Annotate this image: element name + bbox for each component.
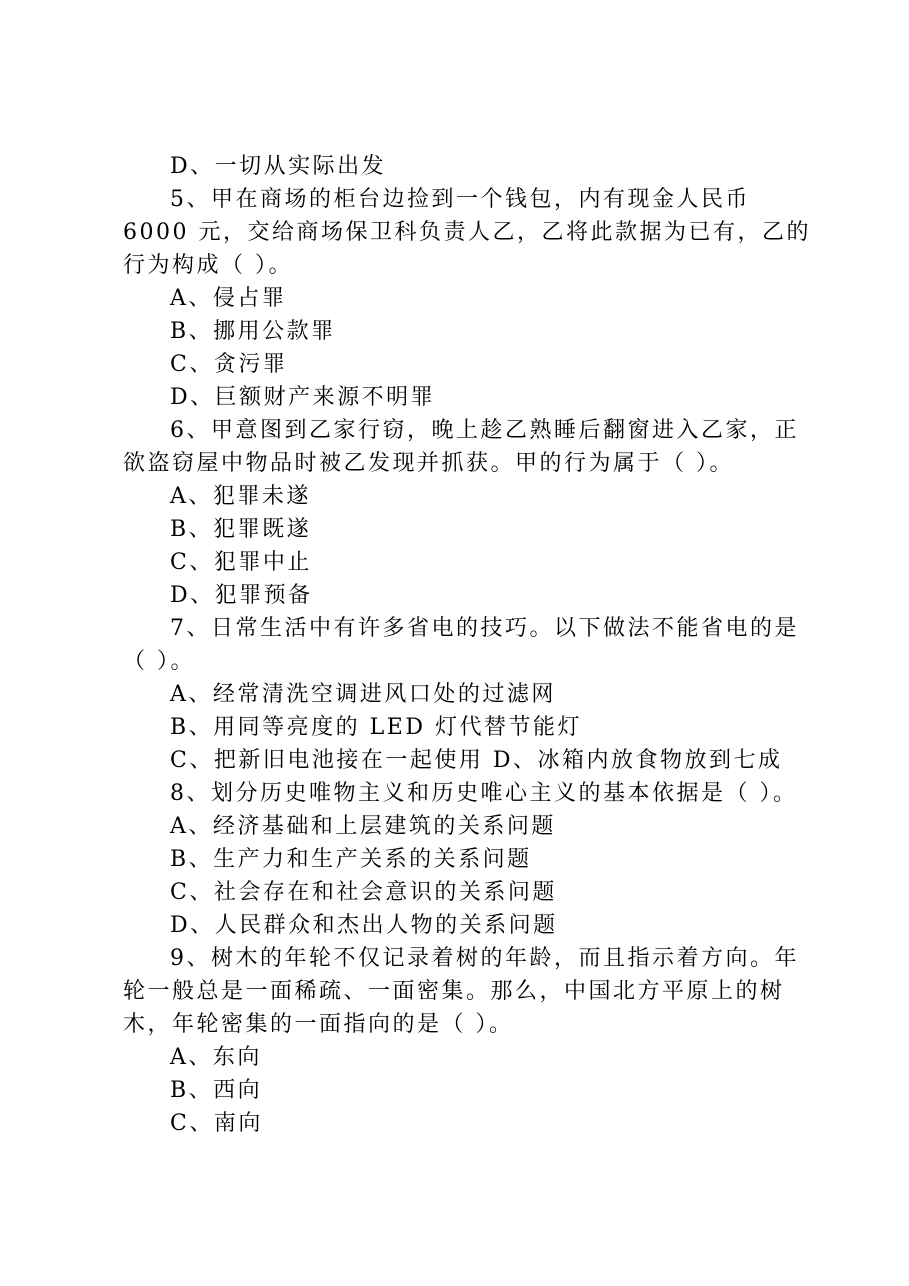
option-line: B、西向 (170, 1078, 263, 1103)
option-line: B、生产力和生产关系的关系问题 (170, 847, 532, 872)
option-line: B、犯罪既遂 (170, 517, 312, 542)
option-line: B、用同等亮度的 LED 灯代替节能灯 (170, 715, 582, 740)
question-8-line: 8、划分历史唯物主义和历史唯心主义的基本依据是（ ）。 (170, 781, 798, 806)
option-line: C、南向 (170, 1111, 263, 1136)
question-6-line: 欲盗窃屋中物品时被乙发现并抓获。甲的行为属于（ ）。 (123, 451, 734, 476)
document-body (123, 150, 811, 1140)
option-line: C、贪污罪 (170, 352, 288, 377)
question-5-line: 行为构成（ ）。 (123, 253, 293, 278)
option-line: A、犯罪未遂 (170, 484, 311, 509)
option-line: D、巨额财产来源不明罪 (170, 385, 436, 410)
option-line: C、把新旧电池接在一起使用 D、冰箱内放食物放到七成 (170, 748, 783, 773)
question-5-line: 6000 元，交给商场保卫科负责人乙，乙将此款据为已有，乙的 (123, 220, 811, 245)
option-line: C、犯罪中止 (170, 550, 312, 575)
question-9-line: 木，年轮密集的一面指向的是（ ）。 (123, 1012, 514, 1037)
question-7-line: （ ）。 (123, 649, 195, 674)
option-line: D、人民群众和杰出人物的关系问题 (170, 913, 558, 938)
option-line: A、侵占罪 (170, 286, 287, 311)
option-line: A、经济基础和上层建筑的关系问题 (170, 814, 556, 839)
question-9-line: 9、树木的年轮不仅记录着树的年龄，而且指示着方向。年 (170, 946, 799, 971)
question-9-line: 轮一般总是一面稀疏、一面密集。那么，中国北方平原上的树 (123, 979, 785, 1004)
option-line: D、犯罪预备 (170, 583, 313, 608)
option-line: A、东向 (170, 1045, 262, 1070)
option-line: B、挪用公款罪 (170, 319, 336, 344)
option-line: D、一切从实际出发 (170, 154, 387, 179)
question-5-line: 5、甲在商场的柜台边捡到一个钱包，内有现金人民币 (170, 187, 750, 212)
question-7-line: 7、日常生活中有许多省电的技巧。以下做法不能省电的是 (170, 616, 799, 641)
option-line: A、经常清洗空调进风口处的过滤网 (170, 682, 556, 707)
question-6-line: 6、甲意图到乙家行窃，晚上趁乙熟睡后翻窗进入乙家，正 (170, 418, 799, 443)
option-line: C、社会存在和社会意识的关系问题 (170, 880, 557, 905)
